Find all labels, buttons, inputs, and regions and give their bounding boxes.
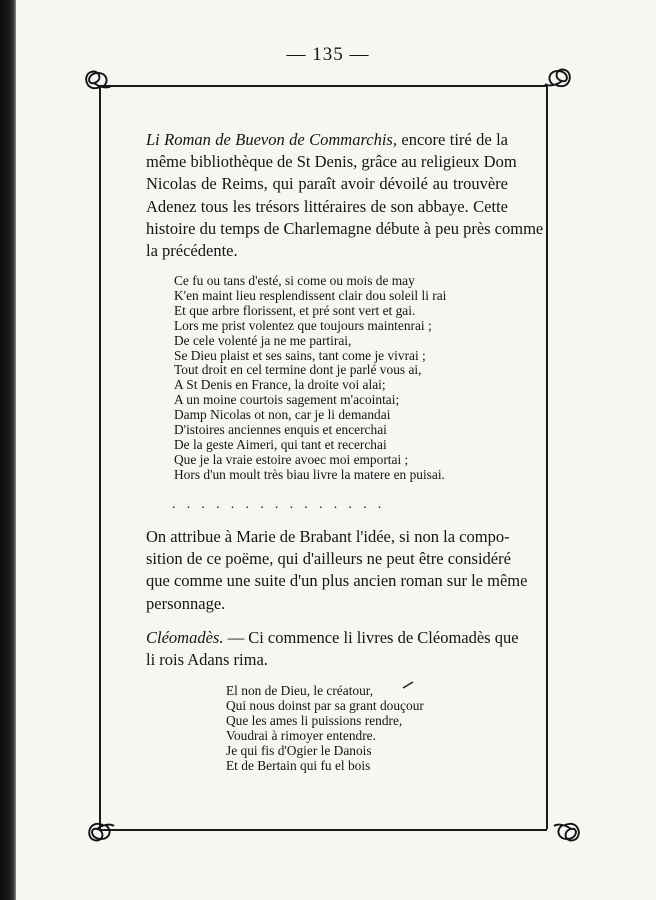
corner-ornament-top-left [80, 66, 114, 94]
paragraph-buevon-intro [146, 129, 544, 262]
book-spine-shadow [0, 0, 16, 900]
verse-line: Ce fu ou tans d'esté, si come ou mois de may [174, 273, 415, 288]
verse-line: Hors d'un moult très biau livre la matere en puisai. [174, 466, 445, 482]
work-title-cleomades: Cléomadès. [146, 628, 224, 647]
verse-line: El non de Dieu, le créatour, [226, 683, 374, 698]
paragraph-line: que comme une suite d'un plus ancien roman sur le même [146, 571, 528, 591]
verse-line: Que les ames li puissions rendre, [226, 712, 403, 728]
verse-line: Lors me prist volentez que toujours maintenrai ; [174, 317, 432, 333]
verse-block-buevon [174, 274, 446, 483]
verse-line: D'istoires anciennes enquis et encerchai [174, 422, 387, 438]
paragraph-line-text: encore tiré de la [396, 130, 508, 149]
verse-line: Voudrai à rimoyer entendre. [226, 727, 376, 743]
paragraph-line: li rois Adans rima. [146, 650, 268, 670]
work-title-buevon: Li Roman de Buevon de Commarchis, [146, 130, 397, 149]
verse-line: Damp Nicolas ot non, car je li demandai [174, 407, 391, 423]
corner-ornament-top-right [542, 64, 576, 92]
corner-ornament-bottom-left [83, 818, 117, 846]
verse-line: K'en maint lieu resplendissent clair dou soleil li rai [174, 287, 447, 303]
verse-line: A un moine courtois sagement m'acointai; [174, 392, 400, 408]
frame-border-top [100, 85, 547, 87]
corner-ornament-bottom-right [551, 818, 585, 846]
verse-line: Je qui fis d'Ogier le Danois [226, 742, 372, 758]
verse-line: Et que arbre florissent, et pré sont vert et gai. [174, 302, 416, 318]
verse-line: Que je la vraie estoire avoec moi emportai ; [174, 451, 409, 467]
paragraph-cleomades [146, 627, 519, 671]
paragraph-line: personnage. [146, 593, 226, 613]
paragraph-line-text: — Ci commence li livres de Cléomadès que [223, 628, 519, 647]
verse-line: Qui nous doinst par sa grant douçour [226, 697, 424, 713]
paragraph-line: histoire du temps de Charlemagne débute à peu près comme [146, 218, 544, 238]
verse-line: Et de Bertain qui fu el bois [226, 757, 371, 773]
ellipsis-row: ............... [172, 497, 393, 512]
frame-border-left [99, 86, 101, 829]
paragraph-line [146, 129, 508, 151]
paragraph-line [146, 627, 519, 649]
verse-line: Tout droit en cel termine dont je parlé vous ai, [174, 362, 422, 378]
paragraph-line: la précédente. [146, 241, 238, 261]
paragraph-line: On attribue à Marie de Brabant l'idée, si non la compo- [146, 527, 510, 546]
verse-line: De la geste Aimeri, qui tant et recerchai [174, 436, 387, 452]
verse-line: De cele volenté ja ne me partirai, [174, 332, 352, 348]
paragraph-line: Adenez tous les trésors littéraires de son abbaye. Cette [146, 196, 508, 216]
verse-line: A St Denis en France, la droite voi alai; [174, 377, 386, 393]
paragraph-line: même bibliothèque de St Denis, grâce au religieux Dom [146, 152, 517, 172]
frame-border-right [546, 86, 548, 829]
frame-border-bottom [100, 829, 547, 831]
verse-line: Se Dieu plaist et ses sains, tant come je vivrai ; [174, 347, 426, 363]
paragraph-line: sition de ce poëme, qui d'ailleurs ne peut être considéré [146, 549, 511, 569]
verse-block-cleomades [226, 684, 424, 773]
paragraph-line: Nicolas de Reims, qui paraît avoir dévoilé au trouvère [146, 174, 508, 194]
paragraph-marie-de-brabant [146, 526, 528, 615]
page-number: — 135 — [286, 44, 370, 65]
